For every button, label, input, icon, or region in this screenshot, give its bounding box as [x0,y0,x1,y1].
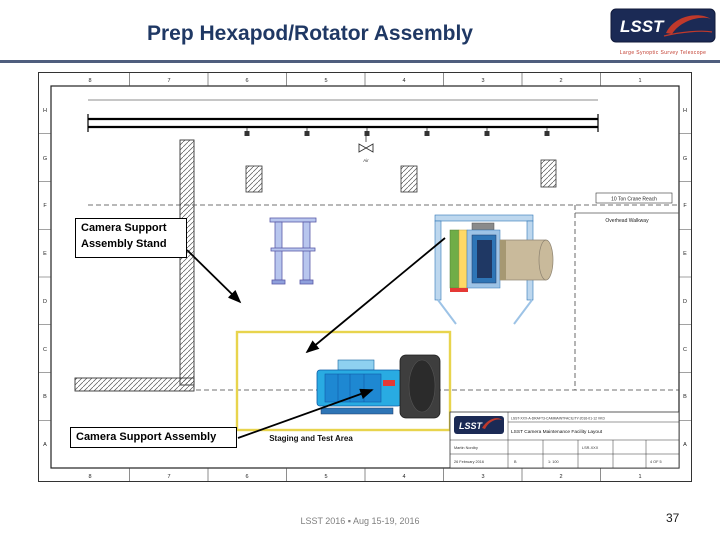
grid-number: 6 [245,78,249,84]
assembly-callout-label [70,427,237,448]
grid-letter: E [683,251,687,257]
title-block-logo-text: LSST [459,421,483,431]
page-number: 37 [666,511,680,525]
grid-letter: C [683,347,687,353]
grid-number: 3 [481,474,485,480]
grid-number: 1 [638,474,642,480]
grid-number: 7 [167,474,171,480]
slide-footer: LSST 2016 ▪ Aug 15-19, 2016 [300,516,420,526]
facility-drawing-svg [38,72,692,482]
grid-letter: D [683,299,687,305]
grid-letter: B [683,394,687,400]
grid-letter: G [682,156,688,162]
title-block [450,412,679,468]
lsst-logo [610,8,716,56]
title-block-date: 26 February 2016 [454,460,484,464]
grid-letter: C [43,347,47,353]
grid-number: 5 [324,78,328,84]
grid-letter: B [43,394,47,400]
grid-letter: H [43,108,47,114]
lsst-logo-graphic [610,8,716,44]
crane-reach-label: 10 Ton Crane Reach [611,196,657,203]
grid-number: 7 [167,78,171,84]
assembly-callout-text: Camera Support Assembly [76,431,217,443]
title-block-dwg-no: LSR-XXX [582,446,599,450]
title-block-scale: 1: 100 [548,460,559,464]
grid-number: 6 [245,474,249,480]
grid-letter: F [683,203,687,209]
grid-number: 1 [638,78,642,84]
grid-number: 2 [559,474,563,480]
title-block-title: LSST Camera Maintenance Facility Layout [511,430,603,435]
grid-letter: E [43,251,47,257]
grid-letter: A [683,442,687,448]
grid-number: 8 [88,474,92,480]
title-block-sheet: 4 OF 5 [650,460,662,464]
stand-callout-label [75,218,187,258]
logo-subtitle: Large Synoptic Survey Telescope [619,50,707,56]
title-block-filename: LSST-XXX-A-DRAFT3-CAMMAINTFACILITY-2016-01-12 VKD [511,416,605,421]
title-block-size: B [514,460,517,464]
facility-drawing [38,72,692,482]
title-divider [0,60,720,63]
grid-letter: G [42,156,48,162]
title-block-author: Martin Nordby [454,446,478,450]
logo-text: LSST [620,17,664,36]
staging-area-label: Staging and Test Area [269,434,353,443]
grid-letter: A [43,442,47,448]
grid-number: 4 [402,474,406,480]
grid-number: 3 [481,78,485,84]
grid-number: 4 [402,78,406,84]
overhead-walkway-label: Overhead Walkway [605,218,649,224]
grid-number: 2 [559,78,563,84]
grid-letter: H [683,108,687,114]
grid-letter: F [43,203,47,209]
air-label: Air [363,158,369,163]
grid-letter: D [43,299,47,305]
grid-number: 8 [88,78,92,84]
stand-callout-text: Camera Support Assembly Stand [81,222,167,250]
page-title: Prep Hexapod/Rotator Assembly [147,22,473,45]
grid-number: 5 [324,474,328,480]
